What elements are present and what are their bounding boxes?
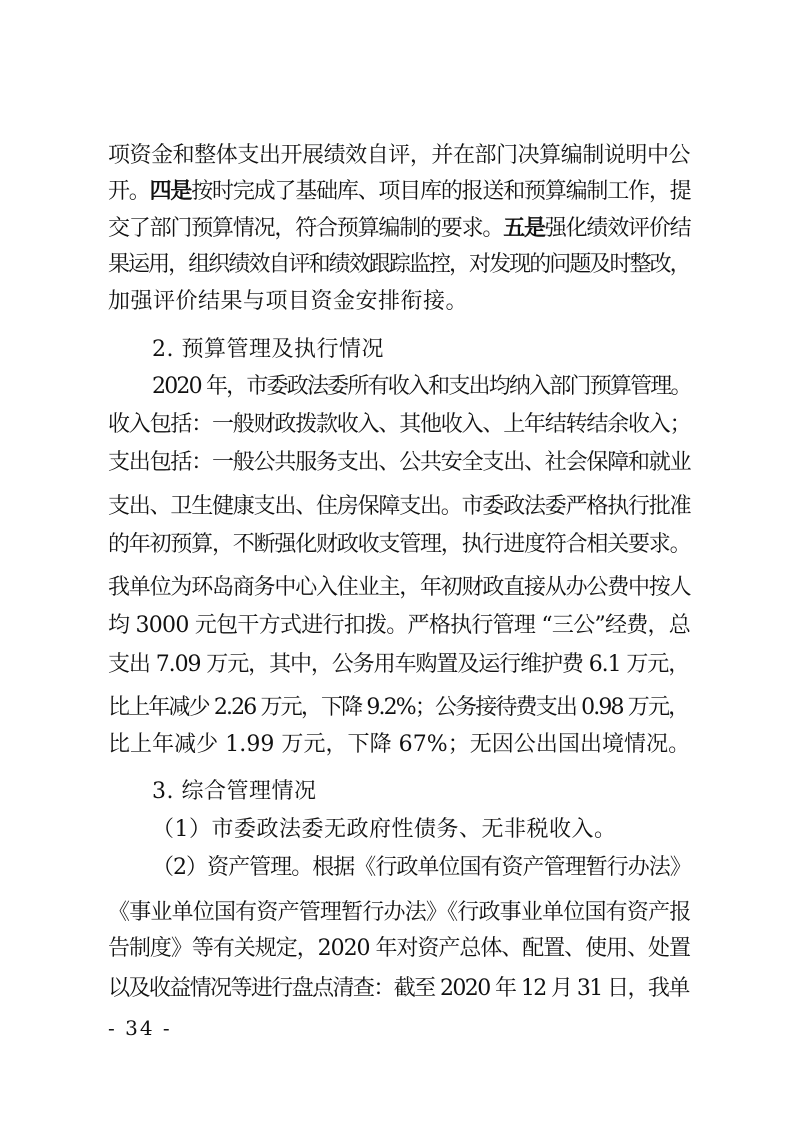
body-text-line — [108, 171, 696, 211]
body-text-line: （2）资产管理。根据《行政单位国有资产管理暂行办法》 — [152, 855, 691, 880]
body-text-line: 比上年减少 2.26 万元，下降 9.2%；公务接待费支出 0.98 万元， — [108, 695, 689, 720]
body-text-line: 《事业单位国有资产管理暂行办法》《行政事业单位国有资产报 — [108, 900, 691, 925]
body-text-line — [108, 208, 696, 248]
body-text-line: 告制度》等有关规定，2020 年对资产总体、配置、使用、处置 — [108, 936, 690, 961]
body-text-line: 支出包括：一般公共服务支出、公共安全支出、社会保障和就业 — [108, 450, 691, 475]
body-text-line: 的年初预算，不断强化财政收支管理，执行进度符合相关要求。 — [108, 532, 691, 557]
body-text-line: 比上年减少 1.99 万元，下降 67%；无因公出国出境情况。 — [108, 732, 691, 757]
body-text-line: 支出、卫生健康支出、住房保障支出。市委政法委严格执行批准 — [108, 494, 691, 519]
body-text-line: 均 3000 元包干方式进行扣拨。严格执行管理 “三公”经费，总 — [108, 613, 691, 638]
text-run: 强化绩效评价结 — [544, 216, 691, 241]
text-run: 开。 — [108, 179, 150, 204]
text-run: 交了部门预算情况，符合预算编制的要求。 — [108, 216, 504, 241]
page-number: - 34 - — [108, 1016, 172, 1040]
body-text-line: 项资金和整体支出开展绩效自评，并在部门决算编制说明中公 — [108, 143, 691, 168]
body-text-line: 果运用，组织绩效自评和绩效跟踪监控，对发现的问题及时整改， — [108, 252, 690, 277]
body-text-line: 收入包括：一般财政拨款收入、其他收入、上年结转结余收入； — [108, 412, 691, 437]
body-text-line: 支出 7.09 万元，其中，公务用车购置及运行维护费 6.1 万元， — [108, 652, 690, 677]
emphasis-label: 四是 — [149, 178, 192, 204]
body-text-line: 加强评价结果与项目资金安排衔接。 — [108, 289, 469, 314]
body-text-line: （1）市委政法委无政府性债务、无非税收入。 — [152, 817, 617, 842]
body-text-line: 以及收益情况等进行盘点清查：截至 2020 年 12 月 31 日，我单 — [108, 976, 689, 1001]
body-text-line: 我单位为环岛商务中心入住业主，年初财政直接从办公费中按人 — [108, 575, 691, 600]
section-heading: 2. 预算管理及执行情况 — [152, 337, 384, 362]
body-text-line: 2020 年，市委政法委所有收入和支出均纳入部门预算管理。 — [152, 374, 691, 399]
emphasis-label: 五是 — [503, 215, 545, 241]
section-heading: 3. 综合管理情况 — [152, 779, 317, 804]
text-run: 按时完成了基础库、项目库的报送和预算编制工作，提 — [191, 179, 691, 204]
